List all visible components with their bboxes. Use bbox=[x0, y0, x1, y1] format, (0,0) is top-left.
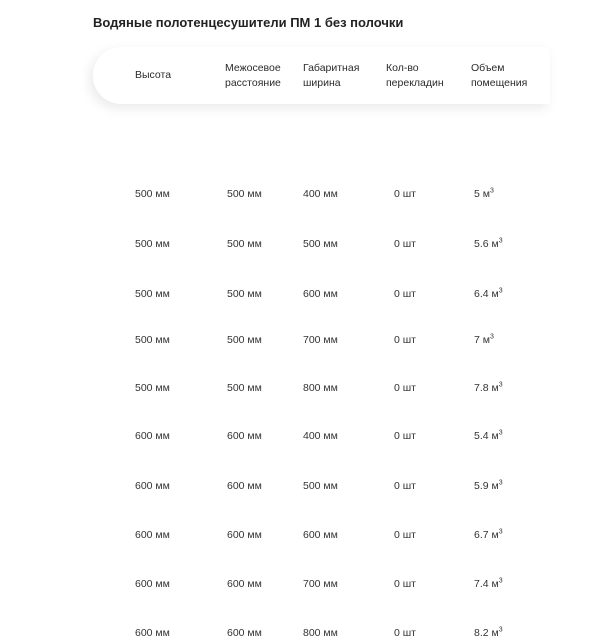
volume-unit: м bbox=[491, 382, 499, 394]
cell-height: 600 мм bbox=[135, 578, 170, 590]
cell-overall-width: 500 мм bbox=[303, 238, 338, 250]
volume-exponent: 3 bbox=[498, 626, 503, 634]
volume-exponent: 3 bbox=[489, 187, 494, 195]
volume-exponent: 3 bbox=[498, 577, 503, 585]
cell-center-distance: 600 мм bbox=[227, 578, 262, 590]
cell-room-volume: 5.6 $м^3$ bbox=[474, 237, 503, 250]
table-row bbox=[93, 525, 550, 545]
table-row bbox=[93, 284, 550, 304]
cell-overall-width: 800 мм bbox=[303, 627, 338, 639]
cell-height: 600 мм bbox=[135, 529, 170, 541]
cell-center-distance: 500 мм bbox=[227, 382, 262, 394]
volume-unit: м bbox=[482, 334, 490, 346]
cell-crossbar-count: 0 шт bbox=[394, 430, 416, 442]
cell-crossbar-count: 0 шт bbox=[394, 529, 416, 541]
volume-unit: м bbox=[491, 430, 499, 442]
cell-center-distance: 600 мм bbox=[227, 480, 262, 492]
cell-crossbar-count: 0 шт bbox=[394, 382, 416, 394]
table-row bbox=[93, 426, 550, 446]
cell-room-volume: 6.4 $м^3$ bbox=[474, 287, 503, 300]
cell-room-volume: 6.7 $м^3$ bbox=[474, 528, 503, 541]
cell-overall-width: 700 мм bbox=[303, 334, 338, 346]
cell-height: 500 мм bbox=[135, 288, 170, 300]
cell-overall-width: 700 мм bbox=[303, 578, 338, 590]
cell-overall-width: 600 мм bbox=[303, 288, 338, 300]
volume-unit: м bbox=[491, 529, 499, 541]
cell-room-volume: 7 $м^3$ bbox=[474, 333, 494, 346]
table-row bbox=[93, 623, 550, 643]
cell-crossbar-count: 0 шт bbox=[394, 334, 416, 346]
cell-overall-width: 400 мм bbox=[303, 188, 338, 200]
cell-room-volume: 5 $м^3$ bbox=[474, 187, 494, 200]
volume-exponent: 3 bbox=[498, 429, 503, 437]
cell-height: 600 мм bbox=[135, 627, 170, 639]
header-center-distance: Межосевое расстояние bbox=[225, 61, 281, 89]
header-overall-width: Габаритная ширина bbox=[303, 61, 360, 89]
volume-exponent: 3 bbox=[498, 287, 503, 295]
volume-unit: м bbox=[491, 480, 499, 492]
volume-exponent: 3 bbox=[498, 381, 503, 389]
cell-center-distance: 500 мм bbox=[227, 188, 262, 200]
volume-unit: м bbox=[491, 238, 499, 250]
cell-room-volume: 5.9 $м^3$ bbox=[474, 479, 503, 492]
cell-center-distance: 500 мм bbox=[227, 288, 262, 300]
volume-exponent: 3 bbox=[498, 237, 503, 245]
cell-crossbar-count: 0 шт bbox=[394, 238, 416, 250]
cell-height: 500 мм bbox=[135, 188, 170, 200]
cell-center-distance: 500 мм bbox=[227, 334, 262, 346]
specs-table bbox=[93, 47, 550, 639]
cell-crossbar-count: 0 шт bbox=[394, 578, 416, 590]
cell-overall-width: 800 мм bbox=[303, 382, 338, 394]
table-row bbox=[93, 184, 550, 204]
table-row bbox=[93, 476, 550, 496]
cell-height: 600 мм bbox=[135, 480, 170, 492]
volume-unit: м bbox=[491, 627, 499, 639]
volume-exponent: 3 bbox=[498, 479, 503, 487]
cell-center-distance: 600 мм bbox=[227, 529, 262, 541]
header-height: Высота bbox=[135, 69, 172, 81]
page-title: Водяные полотенцесушители ПМ 1 без полочки bbox=[93, 15, 404, 30]
volume-unit: м bbox=[482, 188, 490, 200]
cell-height: 600 мм bbox=[135, 430, 170, 442]
header-crossbar-count: Кол-во перекладин bbox=[386, 61, 444, 89]
cell-center-distance: 600 мм bbox=[227, 627, 262, 639]
cell-room-volume: 7.8 $м^3$ bbox=[474, 381, 503, 394]
cell-crossbar-count: 0 шт bbox=[394, 627, 416, 639]
cell-room-volume: 5.4 $м^3$ bbox=[474, 429, 503, 442]
table-row bbox=[93, 378, 550, 398]
cell-height: 500 мм bbox=[135, 382, 170, 394]
table-row bbox=[93, 574, 550, 594]
cell-height: 500 мм bbox=[135, 334, 170, 346]
header-room-volume: Объем помещения bbox=[471, 61, 528, 89]
volume-unit: м bbox=[491, 578, 499, 590]
cell-crossbar-count: 0 шт bbox=[394, 288, 416, 300]
table-header bbox=[93, 47, 550, 104]
cell-room-volume: 7.4 $м^3$ bbox=[474, 577, 503, 590]
cell-overall-width: 400 мм bbox=[303, 430, 338, 442]
volume-exponent: 3 bbox=[489, 333, 494, 341]
volume-unit: м bbox=[491, 288, 499, 300]
cell-crossbar-count: 0 шт bbox=[394, 480, 416, 492]
cell-center-distance: 500 мм bbox=[227, 238, 262, 250]
cell-center-distance: 600 мм bbox=[227, 430, 262, 442]
cell-overall-width: 500 мм bbox=[303, 480, 338, 492]
cell-crossbar-count: 0 шт bbox=[394, 188, 416, 200]
table-row bbox=[93, 234, 550, 254]
cell-height: 500 мм bbox=[135, 238, 170, 250]
cell-overall-width: 600 мм bbox=[303, 529, 338, 541]
table-row bbox=[93, 330, 550, 350]
volume-exponent: 3 bbox=[498, 528, 503, 536]
cell-room-volume: 8.2 $м^3$ bbox=[474, 626, 503, 639]
